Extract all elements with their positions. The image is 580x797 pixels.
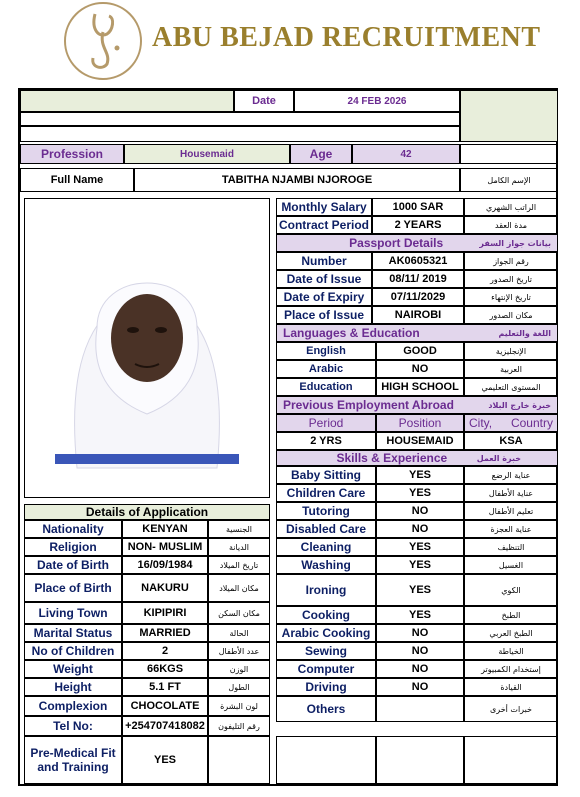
skill-label: Cleaning <box>276 538 376 556</box>
skill-arabic: الطبخ العربي <box>464 624 558 642</box>
profession-label: Profession <box>20 144 124 164</box>
application-value: NAKURU <box>122 574 208 602</box>
contract-period-value: 2 YEARS <box>372 216 464 234</box>
application-arabic: مكان السكن <box>208 602 270 624</box>
blank-cell <box>460 90 558 142</box>
col-period: Period <box>276 414 376 432</box>
skill-arabic: الغسيل <box>464 556 558 574</box>
skill-label: Children Care <box>276 484 376 502</box>
english-value: GOOD <box>376 342 464 360</box>
application-form <box>18 88 558 786</box>
application-label: Height <box>24 678 122 696</box>
application-value: 16/09/1984 <box>122 556 208 574</box>
skill-value: NO <box>376 624 464 642</box>
arabic-label: Arabic <box>276 360 376 378</box>
application-value: MARRIED <box>122 624 208 642</box>
premedical-value: YES <box>122 736 208 784</box>
application-arabic: الوزن <box>208 660 270 678</box>
date-of-issue-arabic: تاريخ الصدور <box>464 270 558 288</box>
skills-title-arabic: خبرة العمل <box>476 453 521 463</box>
skill-label: Sewing <box>276 642 376 660</box>
monthly-salary-arabic: الراتب الشهري <box>464 198 558 216</box>
skill-label: Disabled Care <box>276 520 376 538</box>
skill-arabic: الكوي <box>464 574 558 606</box>
skill-arabic: التنظيف <box>464 538 558 556</box>
employment-section-header <box>276 396 558 414</box>
full-name-label: Full Name <box>20 168 134 192</box>
skill-arabic: الطبخ <box>464 606 558 624</box>
skill-label: Washing <box>276 556 376 574</box>
application-value: CHOCOLATE <box>122 696 208 716</box>
employment-title: Previous Employment Abroad <box>283 398 454 412</box>
date-value: 24 FEB 2026 <box>294 90 460 112</box>
skill-value: YES <box>376 556 464 574</box>
application-label: Place of Birth <box>24 574 122 602</box>
english-arabic: الإنجليزية <box>464 342 558 360</box>
premedical-label: Pre-Medical Fit and Training <box>24 736 122 784</box>
blank-cell <box>208 736 270 784</box>
full-name-arabic: الإسم الكامل <box>460 168 558 192</box>
english-label: English <box>276 342 376 360</box>
date-of-expiry-label: Date of Expiry <box>276 288 372 306</box>
languages-section-header <box>276 324 558 342</box>
skill-value: YES <box>376 538 464 556</box>
skill-arabic: الخياطة <box>464 642 558 660</box>
education-arabic: المستوى التعليمي <box>464 378 558 396</box>
application-label: Date of Birth <box>24 556 122 574</box>
monthly-salary-value: 1000 SAR <box>372 198 464 216</box>
age-value: 42 <box>352 144 460 164</box>
skill-label: Others <box>276 696 376 722</box>
skill-value <box>376 696 464 722</box>
skill-label: Baby Sitting <box>276 466 376 484</box>
place-of-issue-arabic: مكان الصدور <box>464 306 558 324</box>
company-name: ABU BEJAD RECRUITMENT <box>152 22 541 53</box>
application-arabic: الطول <box>208 678 270 696</box>
application-arabic: رقم التليفون <box>208 716 270 736</box>
skill-value: YES <box>376 484 464 502</box>
application-arabic: مكان الميلاد <box>208 574 270 602</box>
application-value: NON- MUSLIM <box>122 538 208 556</box>
employment-country: KSA <box>464 432 558 450</box>
application-value: +254707418082 <box>122 716 208 736</box>
skill-value: YES <box>376 606 464 624</box>
col-country: Country <box>510 416 553 430</box>
blank-cell <box>20 126 460 142</box>
contract-period-label: Contract Period <box>276 216 372 234</box>
skill-arabic: القيادة <box>464 678 558 696</box>
skill-value: NO <box>376 520 464 538</box>
date-of-issue-label: Date of Issue <box>276 270 372 288</box>
date-of-expiry-arabic: تاريخ الإنتهاء <box>464 288 558 306</box>
application-label: Living Town <box>24 602 122 624</box>
skill-label: Cooking <box>276 606 376 624</box>
application-label: Religion <box>24 538 122 556</box>
full-name-value: TABITHA NJAMBI NJOROGE <box>134 168 460 192</box>
age-label: Age <box>290 144 352 164</box>
passport-number-label: Number <box>276 252 372 270</box>
employment-position: HOUSEMAID <box>376 432 464 450</box>
applicant-photo <box>24 198 270 498</box>
blank-cell <box>460 144 558 164</box>
application-value: KENYAN <box>122 520 208 538</box>
skill-value: NO <box>376 660 464 678</box>
place-of-issue-value: NAIROBI <box>372 306 464 324</box>
employment-title-arabic: خبرة خارج البلاد <box>488 400 551 410</box>
passport-section-header <box>276 234 558 252</box>
application-section-header: Details of Application <box>24 504 270 520</box>
passport-number-arabic: رقم الجواز <box>464 252 558 270</box>
application-label: Weight <box>24 660 122 678</box>
application-label: No of Children <box>24 642 122 660</box>
blank-cell <box>20 90 234 112</box>
passport-number-value: AK0605321 <box>372 252 464 270</box>
application-arabic: الديانة <box>208 538 270 556</box>
skill-arabic: إستخدام الكمبيوتر <box>464 660 558 678</box>
blank-cell <box>376 736 464 784</box>
arabic-value: NO <box>376 360 464 378</box>
languages-title: Languages & Education <box>283 326 420 340</box>
skill-label: Arabic Cooking <box>276 624 376 642</box>
application-value: 5.1 FT <box>122 678 208 696</box>
application-arabic: عدد الأطفال <box>208 642 270 660</box>
col-city: City, <box>469 416 493 430</box>
col-city-country <box>464 414 558 432</box>
skill-arabic: عناية العجزة <box>464 520 558 538</box>
skill-label: Computer <box>276 660 376 678</box>
application-value: 2 <box>122 642 208 660</box>
application-arabic: الجنسية <box>208 520 270 538</box>
monthly-salary-label: Monthly Salary <box>276 198 372 216</box>
arabic-arabic: العربية <box>464 360 558 378</box>
application-label: Nationality <box>24 520 122 538</box>
skill-value: NO <box>376 502 464 520</box>
date-of-issue-value: 08/11/ 2019 <box>372 270 464 288</box>
languages-title-arabic: اللغة والتعليم <box>498 328 551 338</box>
blank-cell <box>464 736 558 784</box>
application-arabic: الحالة <box>208 624 270 642</box>
application-value: 66KGS <box>122 660 208 678</box>
skill-value: YES <box>376 574 464 606</box>
skill-arabic: عناية الرضع <box>464 466 558 484</box>
application-arabic: لون البشرة <box>208 696 270 716</box>
blank-cell <box>276 736 376 784</box>
application-label: Tel No: <box>24 716 122 736</box>
date-label: Date <box>234 90 294 112</box>
blank-cell <box>20 112 460 126</box>
skill-arabic: تعليم الأطفال <box>464 502 558 520</box>
application-value: KIPIPIRI <box>122 602 208 624</box>
date-of-expiry-value: 07/11/2029 <box>372 288 464 306</box>
skill-label: Driving <box>276 678 376 696</box>
application-label: Complexion <box>24 696 122 716</box>
education-value: HIGH SCHOOL <box>376 378 464 396</box>
skill-arabic: عناية الأطفال <box>464 484 558 502</box>
skills-title: Skills & Experience <box>336 451 448 465</box>
application-label: Marital Status <box>24 624 122 642</box>
contract-period-arabic: مدة العقد <box>464 216 558 234</box>
col-position: Position <box>376 414 464 432</box>
employment-period: 2 YRS <box>276 432 376 450</box>
skills-section-header <box>276 450 558 466</box>
header <box>0 0 580 84</box>
skill-value: NO <box>376 642 464 660</box>
skill-label: Tutoring <box>276 502 376 520</box>
application-arabic: تاريخ الميلاد <box>208 556 270 574</box>
passport-title: Passport Details <box>349 236 444 250</box>
passport-title-arabic: بيانات جواز السفر <box>479 238 551 248</box>
profession-value: Housemaid <box>124 144 290 164</box>
calligraphy-logo-icon <box>64 2 142 80</box>
skill-value: NO <box>376 678 464 696</box>
skill-value: YES <box>376 466 464 484</box>
skill-arabic: خبرات أخرى <box>464 696 558 722</box>
education-label: Education <box>276 378 376 396</box>
skill-label: Ironing <box>276 574 376 606</box>
place-of-issue-label: Place of Issue <box>276 306 372 324</box>
